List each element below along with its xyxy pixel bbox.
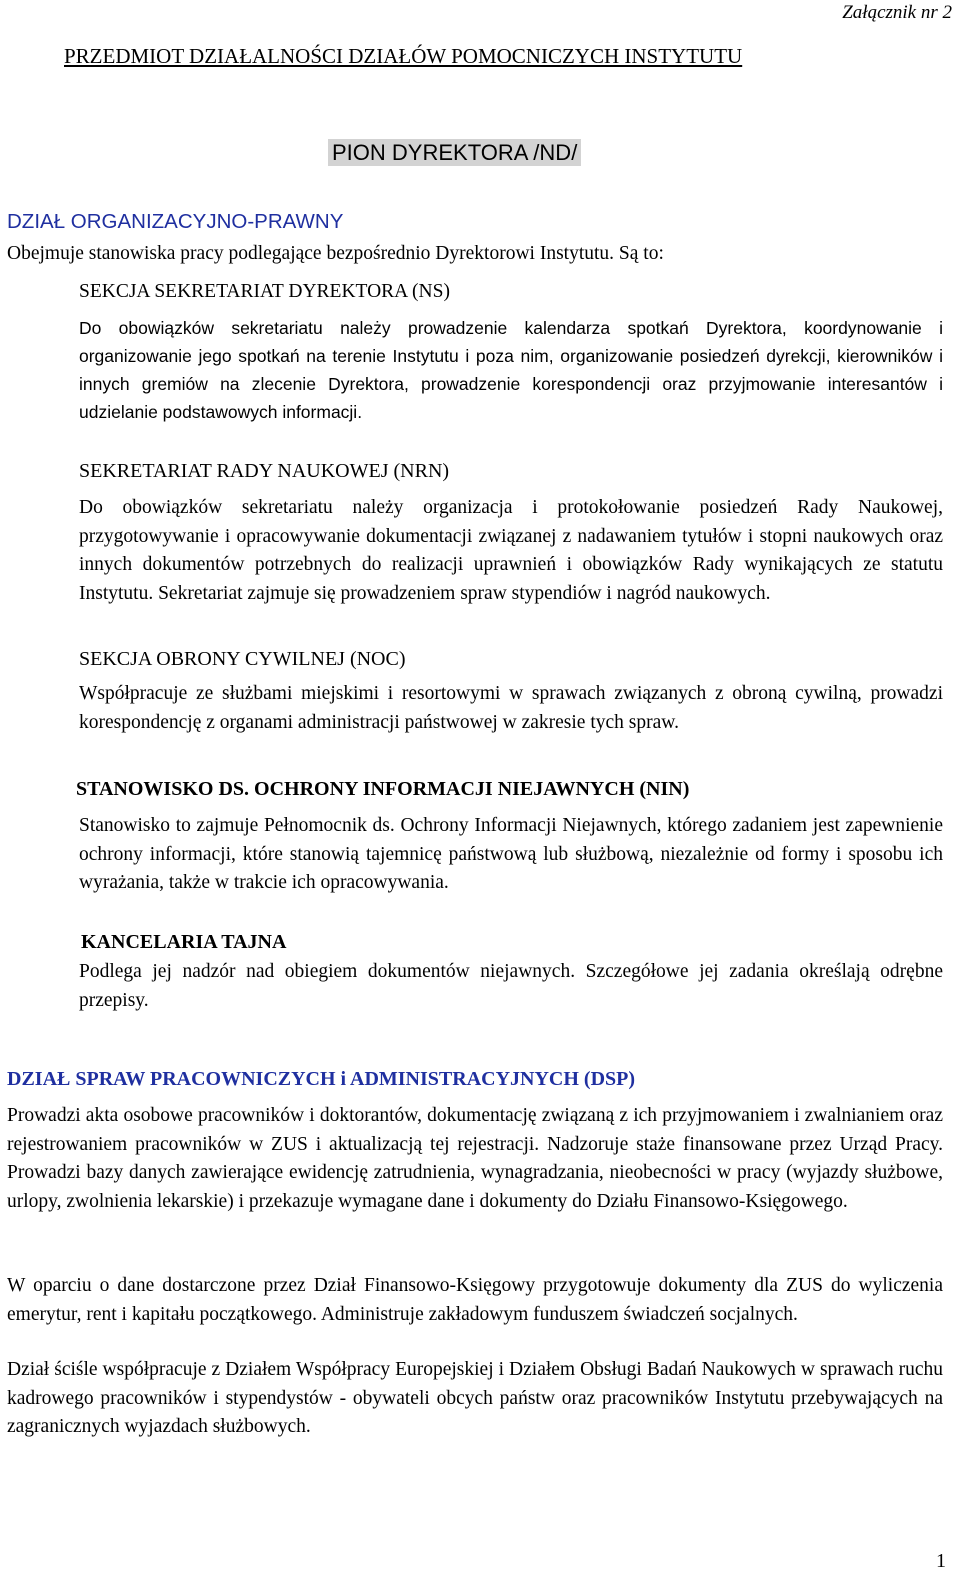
dept-hr-paragraph-1: Prowadzi akta osobowe pracowników i doktorantów, dokumentację związaną z ich przyjmowaniem i zwalnianiem oraz rejestrowaniem pracowników w ZUS i aktualizacją tej rejestracji. Nadzoruje staże finansowane przez Urząd Pracy. Prowadzi bazy danych zawierające ewidencję zatrudnienia, wynagradzania, nieobecności w pracy (wyjazdy służbowe, urlopy, zwolnienia lekarskie) i przekazuje wymagane dane i dokumenty do Działu Finansowo-Księgowego. xyxy=(7,1105,943,1212)
section-heading-nrn: SEKRETARIAT RADY NAUKOWEJ (NRN) xyxy=(79,460,450,482)
pion-heading: PION DYREKTORA /ND/ xyxy=(328,139,581,166)
section-heading-noc: SEKCJA OBRONY CYWILNEJ (NOC) xyxy=(79,648,406,670)
section-text-kancelaria: Podlega jej nadzór nad obiegiem dokumentów niejawnych. Szczegółowe jej zadania określają odrębne przepisy. xyxy=(79,961,943,1011)
dept-hr-paragraph-3: Dział ściśle współpracuje z Działem Współpracy Europejskiej i Działem Obsługi Badań Naukowych w sprawach ruchu kadrowego pracowników i stypendystów - obywateli obcych państw oraz pracowników Instytutu przebywających na zagranicznych wyjazdach służbowych. xyxy=(7,1359,943,1437)
section-text-nin: Stanowisko to zajmuje Pełnomocnik ds. Ochrony Informacji Niejawnych, którego zadaniem jest zapewnienie ochrony informacji, które stanowią tajemnicę państwową lub służbową, niezależnie od formy i sposobu ich wyrażania, także w trakcie ich opracowywania. xyxy=(79,815,943,893)
section-text-nrn: Do obowiązków sekretariatu należy organizacja i protokołowanie posiedzeń Rady Naukowej, przygotowywanie i opracowywanie dokumentacji związanej z nadawaniem tytułów i stopni naukowych oraz innych dokumentów potrzebnych do realizacji uprawnień i obowiązków Rady wynikających ze statutu Instytutu. Sekretariat zajmuje się prowadzeniem spraw stypendiów i nagród naukowych. xyxy=(79,497,943,604)
dept-organizational-legal-title: DZIAŁ ORGANIZACYJNO-PRAWNY xyxy=(7,210,344,233)
page-number: 1 xyxy=(936,1550,946,1572)
document-title: PRZEDMIOT DZIAŁALNOŚCI DZIAŁÓW POMOCNICZYCH INSTYTUTU xyxy=(64,44,743,68)
section-heading-kancelaria: KANCELARIA TAJNA xyxy=(81,931,287,953)
section-text-noc: Współpracuje ze służbami miejskimi i resortowymi w sprawach związanych z obroną cywilną, prowadzi korespondencję z organami administracji państwowej w zakresie tych spraw. xyxy=(79,683,943,733)
dept-hr-paragraph-2: W oparciu o dane dostarczone przez Dział Finansowo-Księgowy przygotowuje dokumenty dla ZUS do wyliczenia emerytur, rent i kapitału początkowego. Administruje zakładowym funduszem świadczeń socjalnych. xyxy=(7,1275,943,1325)
section-heading-nin: STANOWISKO DS. OCHRONY INFORMACJI NIEJAWNYCH (NIN) xyxy=(76,778,690,800)
dept-hr-admin-title: DZIAŁ SPRAW PRACOWNICZYCH i ADMINISTRACYJNYCH (DSP) xyxy=(7,1068,636,1090)
dept-intro-text: Obejmuje stanowiska pracy podlegające bezpośrednio Dyrektorowi Instytutu. Są to: xyxy=(7,243,664,264)
annex-label: Załącznik nr 2 xyxy=(842,2,952,23)
section-text-ns: Do obowiązków sekretariatu należy prowadzenie kalendarza spotkań Dyrektora, koordynowanie i organizowanie jego spotkań na terenie Instytutu i poza nim, organizowanie posiedzeń dyrekcji, kierowników i innych gremiów na zlecenie Dyrektora, prowadzenie korespondencji oraz przyjmowanie interesantów i udzielanie podstawowych informacji. xyxy=(79,318,943,422)
section-heading-ns: SEKCJA SEKRETARIAT DYREKTORA (NS) xyxy=(79,281,450,302)
